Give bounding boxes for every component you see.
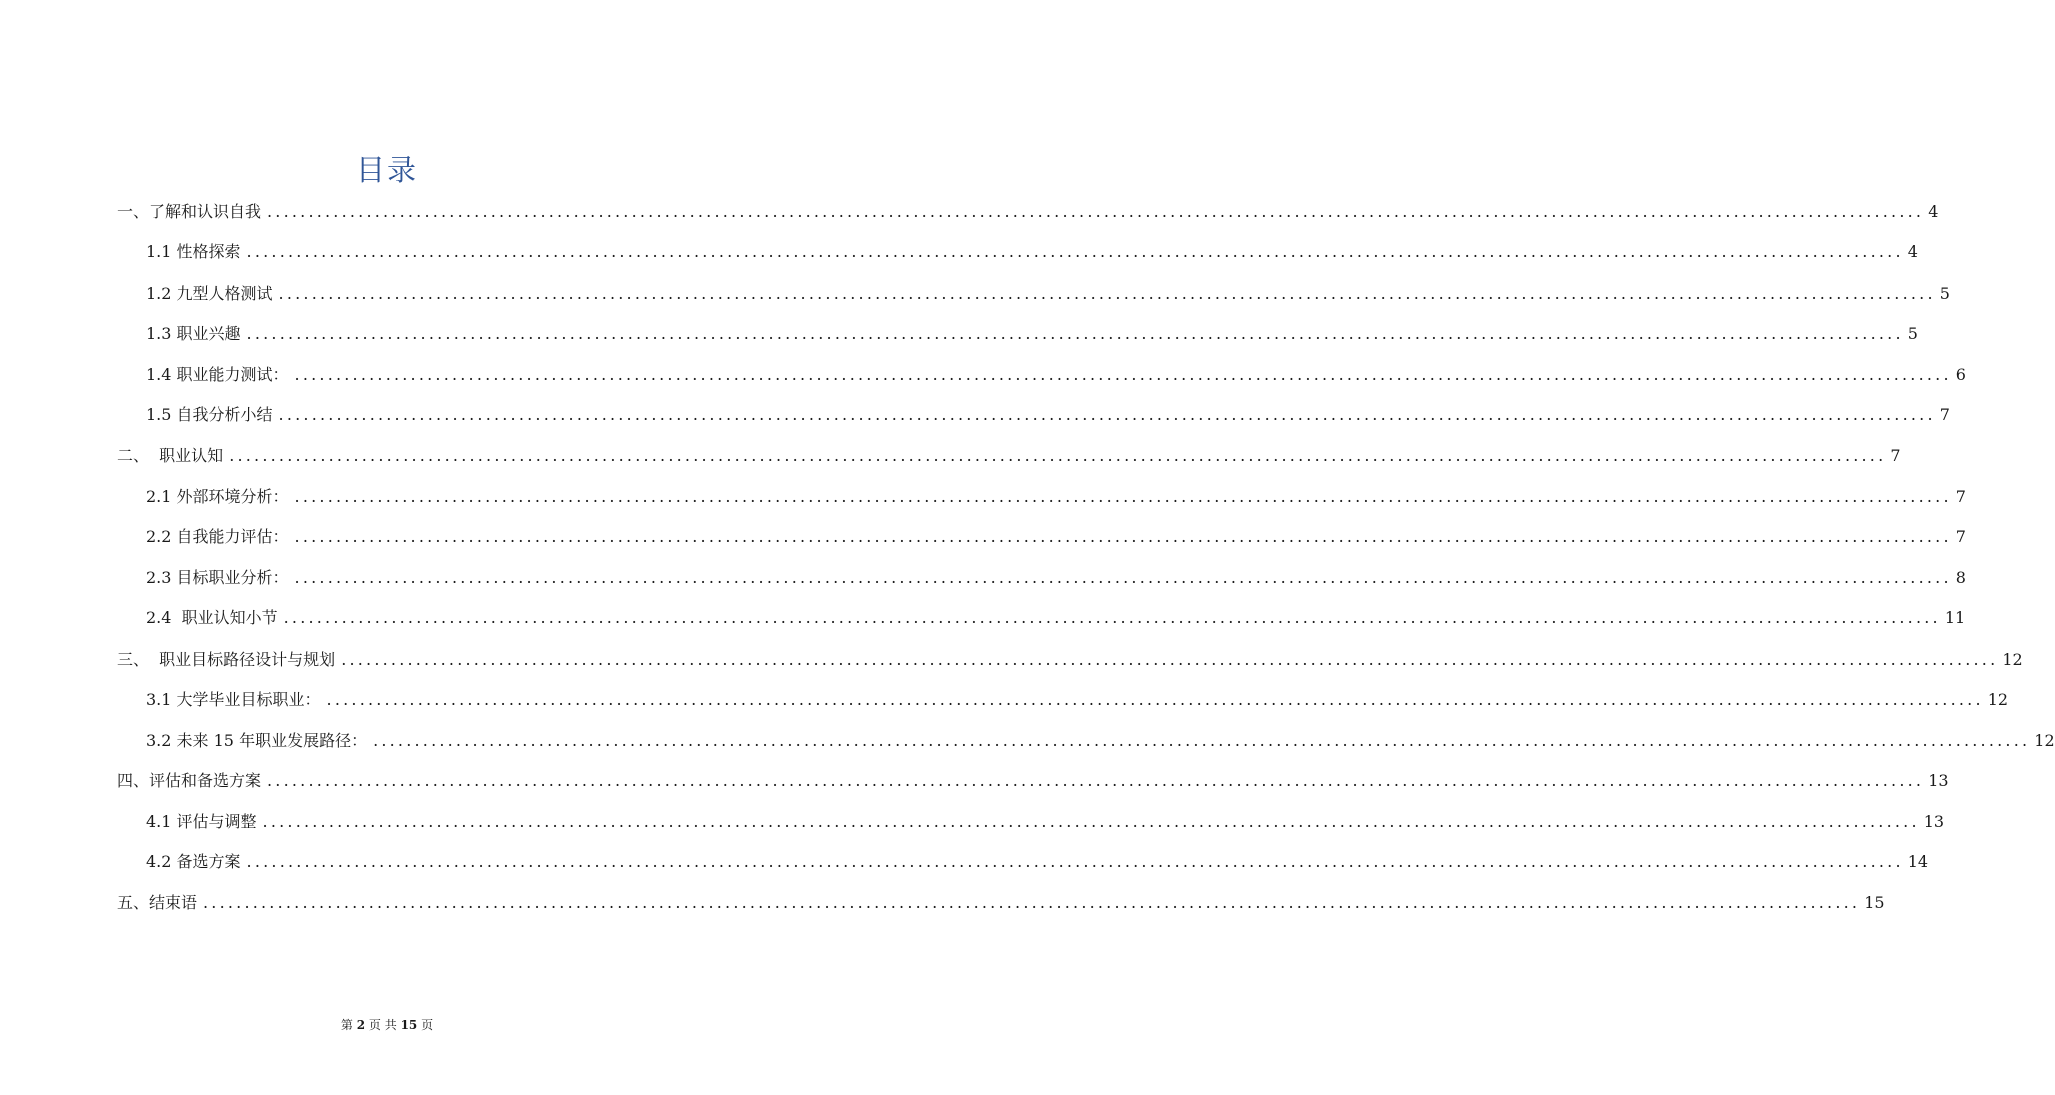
toc-entry[interactable] [117,891,1885,915]
toc-leader-dots: ........................................................................................................................................................................................................ [267,771,1925,790]
toc-entry-label: 1.1 性格探索 [146,242,241,261]
toc-entry-page: 13 [1928,771,1949,790]
toc-entry-page: 5 [1939,284,1950,303]
toc-entry[interactable] [117,769,1949,793]
toc-entry-label: 3.2 未来 15 年职业发展路径： [146,731,368,750]
toc-entry[interactable] [117,444,1901,468]
toc-entry[interactable] [146,606,1966,630]
toc-entry-label: 2.2 自我能力评估： [146,527,289,546]
toc-entry-page: 12 [2002,650,2023,669]
toc-entry-page: 4 [1907,242,1918,261]
toc-entry-label: 1.2 九型人格测试 [146,284,273,303]
toc-leader-dots: ........................................................................................................................................................................................................ [278,405,1936,424]
toc-leader-dots: ........................................................................................................................................................................................................ [294,527,1952,546]
toc-entry[interactable] [146,322,1918,346]
toc-entry-label: 1.5 自我分析小结 [146,405,273,424]
toc-entry[interactable] [146,363,1966,387]
footer-current-page: 2 [356,1018,366,1032]
toc-leader-dots: ........................................................................................................................................................................................................ [283,608,1941,627]
toc-leader-dots: ........................................................................................................................................................................................................ [203,893,1861,912]
toc-entry-label: 3.1 大学毕业目标职业： [146,690,321,709]
toc-entry[interactable] [146,566,1966,590]
footer-prefix: 第 [340,1018,353,1032]
toc-leader-dots: ........................................................................................................................................................................................................ [262,812,1920,831]
toc-entry-page: 11 [1944,608,1966,627]
toc-entry-page: 4 [1928,202,1939,221]
toc-entry[interactable] [146,810,1945,834]
toc-leader-dots: ........................................................................................................................................................................................................ [294,487,1952,506]
toc-entry-page: 12 [1987,690,2009,709]
toc-leader-dots: ........................................................................................................................................................................................................ [278,284,1936,303]
toc-entry-page: 7 [1955,487,1966,506]
toc-entry-page: 8 [1955,568,1966,587]
footer-total-pages: 15 [400,1018,418,1032]
toc-leader-dots: ........................................................................................................................................................................................................ [246,852,1904,871]
toc-entry[interactable] [146,403,1950,427]
toc-entry[interactable] [117,648,2023,672]
toc-entry-page: 13 [1923,812,1945,831]
toc-entry-label: 五、结束语 [117,893,198,912]
toc-entry-label: 1.3 职业兴趣 [146,324,241,343]
toc-leader-dots: ........................................................................................................................................................................................................ [246,324,1904,343]
toc-entry-page: 7 [1890,446,1901,465]
page-footer [0,1016,774,1033]
toc-entry-label: 三、 职业目标路径设计与规划 [117,650,336,669]
toc-leader-dots: ........................................................................................................................................................................................................ [267,202,1925,221]
toc-entry-page: 7 [1955,527,1966,546]
toc-entry-page: 6 [1955,365,1966,384]
toc-entry-label: 4.1 评估与调整 [146,812,257,831]
toc-entry-page: 15 [1864,893,1885,912]
toc-entry-label: 四、评估和备选方案 [117,771,262,790]
toc-leader-dots: ........................................................................................................................................................................................................ [229,446,1887,465]
toc-leader-dots: ........................................................................................................................................................................................................ [294,365,1952,384]
toc-entry-label: 4.2 备选方案 [146,852,241,871]
toc-entry-page: 5 [1907,324,1918,343]
toc-entry[interactable] [146,240,1918,264]
toc-entry[interactable] [146,282,1950,306]
footer-suffix: 页 [421,1018,434,1032]
toc-leader-dots: ........................................................................................................................................................................................................ [246,242,1904,261]
toc-entry-page: 14 [1907,852,1929,871]
toc-entry-label: 二、 职业认知 [117,446,224,465]
toc-leader-dots: ........................................................................................................................................................................................................ [341,650,1999,669]
toc-entry-label: 2.1 外部环境分析： [146,487,289,506]
toc-entry-page: 12 [2034,731,2055,750]
toc-entry-label: 2.4 职业认知小节 [146,608,278,627]
toc-entry[interactable] [146,525,1966,549]
toc-entry[interactable] [146,485,1966,509]
toc-entry-page: 7 [1939,405,1950,424]
toc-entry[interactable] [146,850,1929,874]
toc-entry[interactable] [146,688,2009,712]
toc-title: 目录 [355,153,418,187]
toc-leader-dots: ........................................................................................................................................................................................................ [326,690,1984,709]
toc-entry-label: 一、了解和认识自我 [117,202,262,221]
footer-middle: 页 共 [368,1018,397,1032]
toc-entry-label: 2.3 目标职业分析： [146,568,289,587]
toc-entry[interactable] [146,729,2055,753]
toc-leader-dots: ........................................................................................................................................................................................................ [373,731,2031,750]
toc-entry[interactable] [117,200,1939,224]
toc-entry-label: 1.4 职业能力测试： [146,365,289,384]
toc-leader-dots: ........................................................................................................................................................................................................ [294,568,1952,587]
